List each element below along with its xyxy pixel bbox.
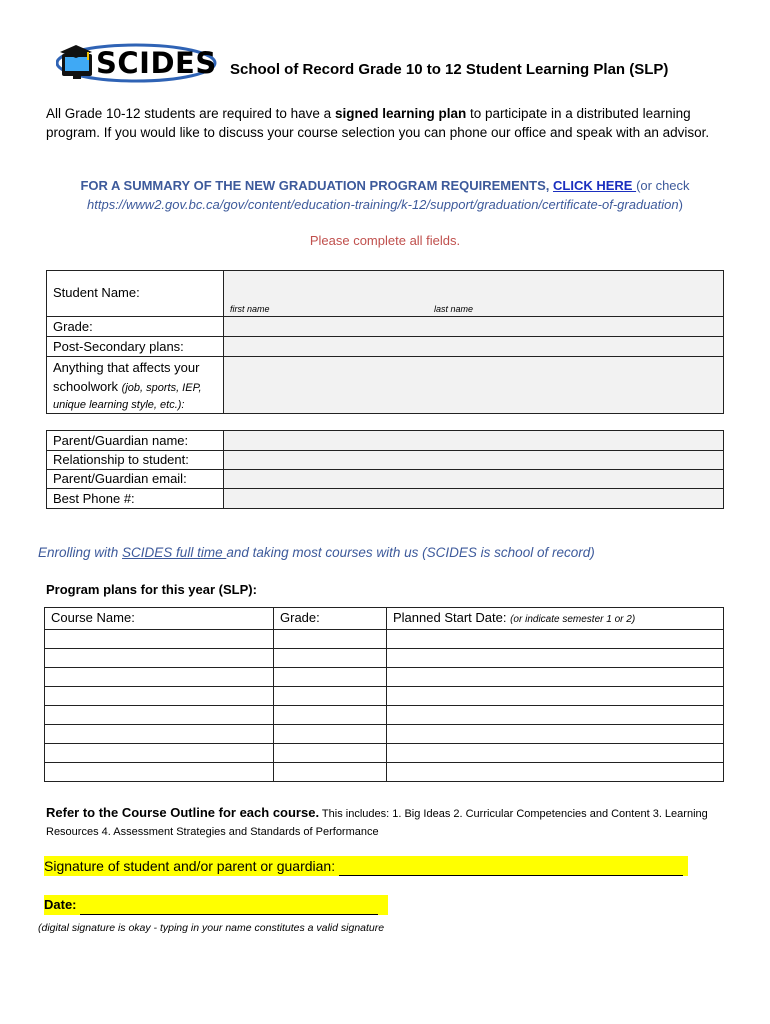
table-row xyxy=(45,725,724,744)
relationship-label: Relationship to student: xyxy=(47,451,224,470)
post-secondary-label: Post-Secondary plans: xyxy=(47,337,224,357)
table-row xyxy=(45,744,724,763)
anything-field[interactable] xyxy=(224,357,724,414)
anything-label xyxy=(47,357,224,414)
scides-full-time-link[interactable]: SCIDES full time xyxy=(122,545,227,560)
table-row xyxy=(45,630,724,649)
grade-cell[interactable] xyxy=(274,763,387,782)
table-row xyxy=(45,668,724,687)
page-title: School of Record Grade 10 to 12 Student Learning Plan (SLP) xyxy=(230,61,669,78)
summary-notice xyxy=(40,176,730,214)
intro-text-2: to participate in a distributed learning program. If you would like to discuss your course selection you can phone our office and speak with an advisor. xyxy=(46,106,710,140)
date-blank[interactable] xyxy=(80,900,378,915)
grade-cell[interactable] xyxy=(274,649,387,668)
course-outline-note xyxy=(46,804,736,841)
grade-cell[interactable] xyxy=(274,744,387,763)
start-date-cell[interactable] xyxy=(387,725,724,744)
start-date-cell[interactable] xyxy=(387,744,724,763)
scides-logo xyxy=(56,40,218,86)
course-cell[interactable] xyxy=(45,630,274,649)
table-row xyxy=(45,763,724,782)
summary-heading: FOR A SUMMARY OF THE NEW GRADUATION PROGRAM REQUIREMENTS, xyxy=(80,178,554,193)
intro-text-1: All Grade 10-12 students are required to have a xyxy=(46,106,335,121)
program-plans-heading: Program plans for this year (SLP): xyxy=(46,582,257,597)
post-secondary-field[interactable] xyxy=(224,337,724,357)
summary-check: (or check xyxy=(636,178,690,193)
table-row xyxy=(45,687,724,706)
date-label: Date: xyxy=(44,897,77,912)
start-date-cell[interactable] xyxy=(387,649,724,668)
enroll-text-1: Enrolling with xyxy=(38,545,123,560)
course-name-header: Course Name: xyxy=(45,608,274,630)
graduation-url[interactable]: https://www2.gov.bc.ca/gov/content/education-training/k-12/support/graduation/certificate-of-graduation xyxy=(87,197,679,212)
student-name-field[interactable] xyxy=(224,271,724,317)
click-here-link[interactable]: CLICK HERE xyxy=(553,178,637,193)
parent-name-label: Parent/Guardian name: xyxy=(47,431,224,451)
grade-cell[interactable] xyxy=(274,630,387,649)
parent-email-label: Parent/Guardian email: xyxy=(47,470,224,489)
parent-email-field[interactable] xyxy=(224,470,724,489)
anything-line-2: schoolwork (job, sports, IEP, xyxy=(53,379,202,394)
grade-header: Grade: xyxy=(274,608,387,630)
signature-blank[interactable] xyxy=(339,861,683,876)
intro-paragraph xyxy=(46,104,726,142)
refer-rest: This includes: 1. Big Ideas 2. Curricular Competencies and Content 3. Learning Resources 4. Assessment Strategies and Standards of Performance xyxy=(46,808,708,838)
phone-field[interactable] xyxy=(224,489,724,509)
course-cell[interactable] xyxy=(45,706,274,725)
refer-bold: Refer to the Course Outline for each course. xyxy=(46,805,320,820)
grade-cell[interactable] xyxy=(274,668,387,687)
grade-cell[interactable] xyxy=(274,725,387,744)
course-cell[interactable] xyxy=(45,668,274,687)
start-date-cell[interactable] xyxy=(387,687,724,706)
signature-label: Signature of student and/or parent or guardian: xyxy=(44,858,336,874)
digital-signature-note: (digital signature is okay - typing in your name constitutes a valid signature xyxy=(38,922,385,934)
anything-line-1: Anything that affects your xyxy=(53,360,200,375)
course-cell[interactable] xyxy=(45,744,274,763)
table-row xyxy=(45,706,724,725)
grade-field[interactable] xyxy=(224,317,724,337)
parent-info-table xyxy=(46,430,724,509)
course-plan-table xyxy=(44,607,724,782)
start-date-cell[interactable] xyxy=(387,706,724,725)
start-date-cell[interactable] xyxy=(387,668,724,687)
grade-cell[interactable] xyxy=(274,687,387,706)
table-row xyxy=(45,649,724,668)
please-complete-note: Please complete all fields. xyxy=(309,233,461,248)
logo-text: SCIDES xyxy=(96,46,217,80)
start-date-cell[interactable] xyxy=(387,763,724,782)
grade-cell[interactable] xyxy=(274,706,387,725)
signature-line[interactable] xyxy=(44,856,688,876)
phone-label: Best Phone #: xyxy=(47,489,224,509)
grade-label: Grade: xyxy=(47,317,224,337)
start-date-cell[interactable] xyxy=(387,630,724,649)
student-name-label: Student Name: xyxy=(47,271,224,317)
summary-close: ) xyxy=(678,197,683,212)
date-line[interactable] xyxy=(44,895,388,915)
enrolling-note xyxy=(38,545,595,560)
relationship-field[interactable] xyxy=(224,451,724,470)
anything-line-3: unique learning style, etc.): xyxy=(53,399,185,411)
intro-bold: signed learning plan xyxy=(334,106,467,121)
course-cell[interactable] xyxy=(45,763,274,782)
parent-name-field[interactable] xyxy=(224,431,724,451)
student-info-table xyxy=(46,270,724,414)
first-name-hint: first name xyxy=(230,304,270,314)
course-cell[interactable] xyxy=(45,687,274,706)
planned-start-header: Planned Start Date: (or indicate semester 1 or 2) xyxy=(387,608,724,630)
last-name-hint: last name xyxy=(434,304,474,314)
course-cell[interactable] xyxy=(45,649,274,668)
enroll-text-2: and taking most courses with us (SCIDES is school of record) xyxy=(226,545,595,560)
course-cell[interactable] xyxy=(45,725,274,744)
